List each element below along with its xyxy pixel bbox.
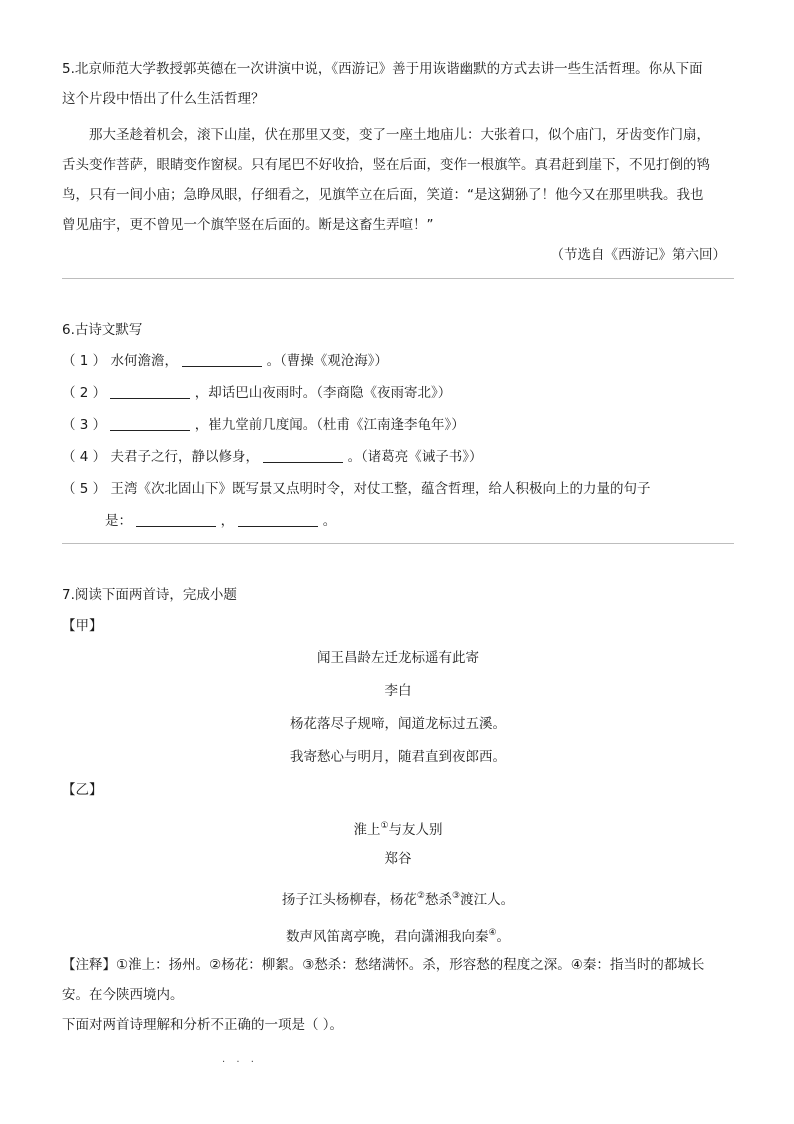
poem-2-title [62, 810, 734, 843]
poem-jia-label: 【甲】 [62, 618, 103, 634]
q6-item-5-num: （ 5 ） [62, 481, 107, 497]
poem-1-author: 李白 [384, 683, 412, 699]
q7-title: 7.阅读下面两首诗，完成小题 [62, 587, 237, 603]
q5-stem-line-2: 这个片段中悟出了什么生活哲理？ [62, 91, 265, 107]
footnote-marker-3: ③ [452, 891, 461, 901]
poem-2-line-1-c: 渡江人。 [460, 892, 515, 908]
document-page [62, 54, 734, 1040]
q6-item-2-num: （ 2 ） [62, 385, 107, 401]
q6-item-4-num: （ 4 ） [62, 449, 107, 465]
q6-item-4 [62, 441, 734, 473]
q5-passage-line-3: 鸟，只有一间小庙；急睁凤眼，仔细看之，见旗竿立在后面，笑道：“是这猢狲了！他今又在那里哄我。我也 [62, 187, 704, 203]
q5-passage-line-1: 那大圣趁着机会，滚下山崖，伏在那里又变，变了一座土地庙儿：大张着口，似个庙门，牙齿变作门扇， [89, 127, 710, 143]
poem-2-line-2-b: 。 [496, 929, 511, 945]
q6-item-1-after: 。（曹操《观沧海》） [266, 353, 389, 369]
poem-2-line-2 [62, 917, 734, 950]
poem-2-line-1-b: 愁杀 [425, 892, 452, 908]
poem-2-title-a: 淮上 [353, 822, 381, 838]
q6-item-5-blank-2[interactable] [238, 512, 318, 527]
question-6 [62, 315, 734, 537]
poem-2-author: 郑谷 [384, 851, 412, 867]
notes-line-1: 【注释】①淮上：扬州。②杨花：柳絮。③愁杀：愁绪满怀。杀，形容愁的程度之深。④秦：指当时的都城长 [62, 957, 705, 973]
q5-stem-line-1: 5.北京师范大学教授郭英德在一次讲演中说，《西游记》善于用诙谐幽默的方式去讲一些生活哲理。你从下面 [62, 61, 703, 77]
q6-item-4-before: 夫君子之行，静以修身， [110, 449, 259, 465]
footnote-marker-4: ④ [488, 928, 497, 938]
divider-2 [62, 543, 734, 544]
divider-1 [62, 278, 734, 279]
poem-2-line-2-a: 数声风笛离亭晚，君向潇湘我向秦 [285, 929, 489, 945]
q6-item-5 [62, 473, 734, 505]
footnote-marker-1: ① [380, 821, 389, 831]
q6-item-3 [62, 409, 734, 441]
poem-yi-label: 【乙】 [62, 782, 103, 798]
poem-1-line-2: 我寄愁心与明月，随君直到夜郎西。 [290, 749, 506, 765]
poem-2-line-1-a: 扬子江头杨柳春，杨花 [281, 892, 417, 908]
q6-item-2 [62, 377, 734, 409]
q6-item-2-blank[interactable] [110, 384, 190, 399]
q6-item-4-after: 。（诸葛亮《诫子书》） [347, 449, 483, 465]
q6-item-4-blank[interactable] [263, 448, 343, 463]
q6-item-1-blank[interactable] [182, 352, 262, 367]
page-dots: · · · [222, 1057, 258, 1068]
q5-passage-line-4: 曾见庙宇，更不曾见一个旗竿竖在后面的。断是这畜生弄喧！” [62, 217, 434, 233]
q6-title: 6.古诗文默写 [62, 322, 143, 338]
q6-item-3-num: （ 3 ） [62, 417, 107, 433]
poem-2-line-1 [62, 880, 734, 913]
q5-passage-line-2: 舌头变作菩萨，眼睛变作窗棂。只有尾巴不好收拾，竖在后面，变作一根旗竿。真君赶到崖下，不见打倒的鸨 [62, 157, 710, 173]
q6-item-5-end: 。 [322, 513, 337, 529]
question-7 [62, 580, 734, 1040]
q6-item-1-before: 水何澹澹， [110, 353, 178, 369]
q7-question: 下面对两首诗理解和分析不正确的一项是（ ）。 [62, 1017, 344, 1033]
q6-item-5-comma: ， [220, 513, 235, 529]
q6-item-2-after: ，却话巴山夜雨时。（李商隐《夜雨寄北》） [194, 385, 452, 401]
notes-line-2: 安。在今陕西境内。 [62, 987, 184, 1003]
q6-item-5-shi: 是： [105, 513, 132, 529]
q6-item-5-text: 王湾《次北固山下》既写景又点明时令，对仗工整，蕴含哲理，给人积极向上的力量的句子 [110, 481, 651, 497]
q6-item-5-answer [62, 505, 734, 537]
poem-1-title: 闻王昌龄左迁龙标遥有此寄 [317, 650, 479, 666]
q6-item-1-num: （ 1 ） [62, 353, 107, 369]
q6-item-1 [62, 345, 734, 377]
q6-item-5-blank-1[interactable] [136, 512, 216, 527]
q6-item-3-blank[interactable] [110, 416, 190, 431]
poem-1-line-1: 杨花落尽子规啼，闻道龙标过五溪。 [290, 716, 506, 732]
q6-item-3-after: ，崔九堂前几度闻。（杜甫《江南逢李龟年》） [194, 417, 465, 433]
poem-2-title-b: 与友人别 [388, 822, 443, 838]
question-5 [62, 54, 734, 270]
footnote-marker-2: ② [416, 891, 425, 901]
q5-source: （节选自《西游记》第六回） [550, 247, 726, 263]
